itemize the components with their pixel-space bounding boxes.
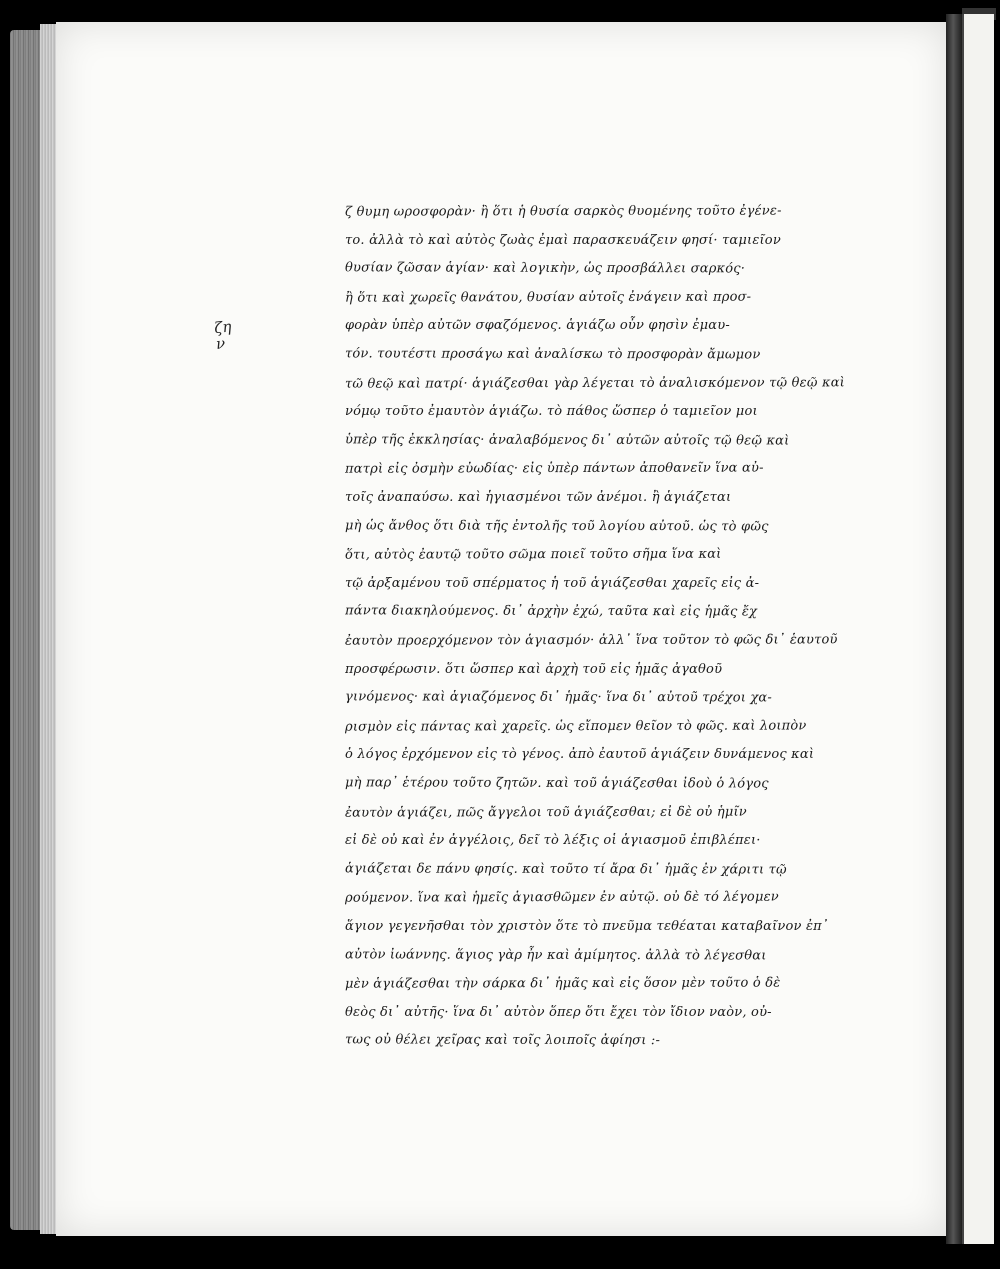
- manuscript-line: τῷ ἀρξαμένου τοῦ σπέρματος ἡ τοῦ ἁγιάζεσθαι χαρεῖς εἰς ἀ-: [345, 575, 760, 591]
- manuscript-line: μὲν ἁγιάζεσθαι τὴν σάρκα δι᾽ ἡμᾶς καὶ εἰς ὅσον μὲν τοῦτο ὁ δὲ: [344, 975, 781, 992]
- manuscript-line: νόμῳ τοῦτο ἐμαυτὸν ἁγιάζω. τὸ πάθος ὥσπερ ὁ ταμιεῖον μοι: [345, 404, 758, 420]
- manuscript-line: πατρὶ εἰς ὀσμὴν εὐωδίας· εἰς ὑπὲρ πάντων ἀποθανεῖν ἵνα αὐ-: [344, 460, 764, 478]
- next-page: [962, 14, 994, 1244]
- manuscript-line: φορὰν ὑπὲρ αὐτῶν σφαζόμενος. ἁγιάζω οὖν φησὶν ἐμαυ-: [345, 318, 730, 334]
- manuscript-line: ρούμενον. ἵνα καὶ ἡμεῖς ἁγιασθῶμεν ἐν αὐτῷ. οὐ δὲ τό λέγομεν: [344, 889, 779, 907]
- margin-note: ζη ν: [213, 317, 233, 353]
- manuscript-line: ζ θυμη ωροσφορὰν· ἢ ὅτι ἡ θυσία σαρκὸς θυομένης τοῦτο ἐγένε-: [344, 203, 782, 220]
- manuscript-line: ἐαυτὸν ἁγιάζει, πῶς ἄγγελοι τοῦ ἁγιάζεσθαι; εἰ δὲ οὐ ἡμῖν: [344, 804, 747, 821]
- manuscript-line: γινόμενος· καὶ ἁγιαζόμενος δι᾽ ἡμᾶς· ἵνα δι᾽ αὐτοῦ τρέχοι χα-: [344, 689, 773, 706]
- manuscript-line: ἅγιον γεγενῆσθαι τὸν χριστὸν ὅτε τὸ πνεῦμα τεθέαται καταβαῖνον ἐπ᾽: [345, 919, 829, 934]
- manuscript-line: ὁ λόγος ἐρχόμενον εἰς τὸ γένος. ἀπὸ ἐαυτοῦ ἁγιάζειν δυνάμενος καὶ: [345, 747, 815, 763]
- manuscript-line: τόν. τουτέστι προσάγω καὶ ἀναλίσκω τὸ προσφορὰν ἄμωμον: [344, 346, 761, 363]
- manuscript-line: τως οὐ θέλει χεῖρας καὶ τοῖς λοιποῖς ἀφίησι :-: [344, 1032, 661, 1049]
- manuscript-line: θεὸς δι᾽ αὐτῆς· ἵνα δι᾽ αὐτὸν ὅπερ ὅτι ἔχει τὸν ἴδιον ναὸν, οὐ-: [345, 1004, 772, 1020]
- manuscript-line: ἐαυτὸν προερχόμενον τὸν ἁγιασμόν· ἀλλ᾽ ἵνα τοῦτον τὸ φῶς δι᾽ ἑαυτοῦ: [344, 632, 838, 649]
- manuscript-line: τοῖς ἀναπαύσω. καὶ ἡγιασμένοι τῶν ἀνέμοι. ἢ ἁγιάζεται: [345, 490, 732, 505]
- manuscript-line: ὅτι, αὐτὸς ἐαυτῷ τοῦτο σῶμα ποιεῖ τοῦτο σῆμα ἵνα καὶ: [344, 546, 722, 563]
- manuscript-line: τῶ θεῷ καὶ πατρί· ἁγιάζεσθαι γὰρ λέγεται τὸ ἀναλισκόμενον τῷ θεῷ καὶ: [344, 374, 846, 392]
- manuscript-line: θυσίαν ζῶσαν ἁγίαν· καὶ λογικὴν, ὡς προσβάλλει σαρκός·: [344, 260, 746, 277]
- manuscript-line: ἁγιάζεται δε πάνυ φησίς. καὶ τοῦτο τί ἄρα δι᾽ ἡμᾶς ἐν χάριτι τῷ: [344, 861, 787, 878]
- manuscript-line: μὴ ὡς ἄνθος ὅτι διὰ τῆς ἐντολῆς τοῦ λογίου αὐτοῦ. ὡς τὸ φῶς: [344, 517, 769, 535]
- manuscript-line: προσφέρωσιν. ὅτι ὥσπερ καὶ ἀρχὴ τοῦ εἰς ἡμᾶς ἀγαθοῦ: [345, 661, 723, 677]
- manuscript-line: ὑπὲρ τῆς ἐκκλησίας· ἀναλαβόμενος δι᾽ αὐτῶν αὐτοῖς τῷ θεῷ καὶ: [344, 432, 790, 449]
- manuscript-line: εἰ δὲ οὐ καὶ ἐν ἀγγέλοις, δεῖ τὸ λέξις οἱ ἁγιασμοῦ ἐπιβλέπει·: [345, 833, 761, 849]
- manuscript-line: ἢ ὅτι καὶ χωρεῖς θανάτου, θυσίαν αὐτοῖς ἐνάγειν καὶ προσ-: [344, 289, 752, 306]
- manuscript-line: το. ἀλλὰ τὸ καὶ αὐτὸς ζωὰς ἐμαὶ παρασκευάζειν φησί· ταμιεῖον: [345, 232, 781, 248]
- manuscript-line: αὐτὸν ἰωάννης. ἅγιος γὰρ ἦν καὶ ἀμίμητος. ἀλλὰ τὸ λέγεσθαι: [344, 946, 767, 964]
- manuscript-line: ρισμὸν εἰς πάντας καὶ χαρεῖς. ὡς εἴπομεν θεῖον τὸ φῶς. καὶ λοιπὸν: [344, 718, 807, 735]
- manuscript-line: μὴ παρ᾽ ἑτέρου τοῦτο ζητῶν. καὶ τοῦ ἁγιάζεσθαι ἰδοὺ ὁ λόγος: [344, 775, 769, 792]
- manuscript-text-block: [345, 200, 875, 1080]
- manuscript-line: πάντα διακηλούμενος. δι᾽ ἀρχὴν ἐχώ, ταῦτα καὶ εἰς ἡμᾶς ἔχ: [344, 603, 758, 620]
